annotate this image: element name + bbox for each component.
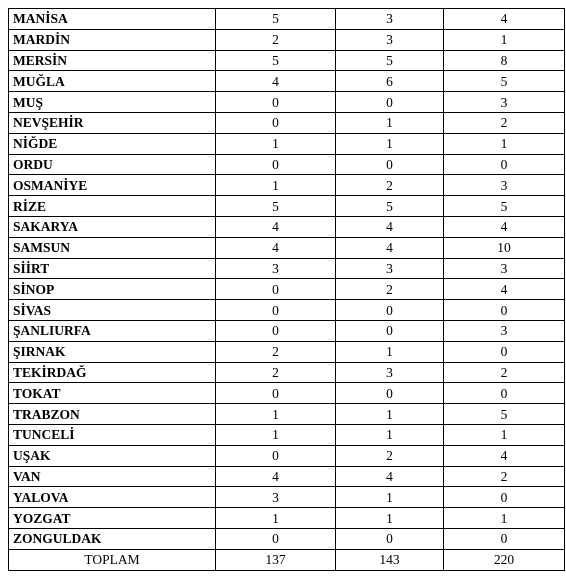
value-col-2: 4 [336,466,444,487]
value-col-2: 1 [336,424,444,445]
province-name: NEVŞEHİR [9,112,216,133]
table-row [9,528,565,549]
value-col-2: 0 [336,154,444,175]
value-col-3: 1 [444,424,565,445]
value-col-2: 5 [336,196,444,217]
value-col-3: 5 [444,404,565,425]
province-name: ŞIRNAK [9,341,216,362]
value-col-3: 2 [444,466,565,487]
value-col-2: 0 [336,300,444,321]
value-col-2: 4 [336,216,444,237]
table-row [9,341,565,362]
value-col-2: 1 [336,508,444,529]
value-col-1: 4 [216,216,336,237]
table-row [9,154,565,175]
value-col-2: 3 [336,362,444,383]
value-col-1: 1 [216,424,336,445]
value-col-2: 5 [336,50,444,71]
value-col-1: 5 [216,50,336,71]
value-col-1: 0 [216,154,336,175]
value-col-1: 2 [216,29,336,50]
table-body [9,9,565,571]
table-row [9,404,565,425]
value-col-2: 4 [336,237,444,258]
value-col-3: 5 [444,196,565,217]
value-col-1: 5 [216,196,336,217]
province-name: MERSİN [9,50,216,71]
value-col-1: 2 [216,362,336,383]
province-name: UŞAK [9,445,216,466]
value-col-3: 3 [444,92,565,113]
value-col-3: 4 [444,279,565,300]
table-row [9,362,565,383]
province-name: ORDU [9,154,216,175]
table-row [9,320,565,341]
value-col-3: 0 [444,154,565,175]
province-name: VAN [9,466,216,487]
province-name: ZONGULDAK [9,528,216,549]
province-name: TUNCELİ [9,424,216,445]
table-row [9,508,565,529]
value-col-3: 1 [444,508,565,529]
province-name: MUŞ [9,92,216,113]
value-col-1: 1 [216,133,336,154]
table-row [9,92,565,113]
value-col-3: 5 [444,71,565,92]
table-row [9,175,565,196]
value-col-1: 0 [216,528,336,549]
province-name: SAMSUN [9,237,216,258]
value-col-1: 1 [216,508,336,529]
value-col-1: 0 [216,300,336,321]
value-col-1: 4 [216,466,336,487]
value-col-3: 4 [444,216,565,237]
value-col-2: 0 [336,320,444,341]
table-row [9,50,565,71]
value-col-3: 0 [444,528,565,549]
province-name: MARDİN [9,29,216,50]
value-col-2: 2 [336,175,444,196]
value-col-3: 2 [444,362,565,383]
value-col-2: 0 [336,92,444,113]
table-row [9,112,565,133]
table-row [9,424,565,445]
value-col-1: 0 [216,112,336,133]
value-col-3: 2 [444,112,565,133]
value-col-1: 5 [216,9,336,30]
value-col-1: 1 [216,404,336,425]
province-name: NİĞDE [9,133,216,154]
table-row [9,258,565,279]
table-row [9,300,565,321]
province-name: TEKİRDAĞ [9,362,216,383]
value-col-1: 2 [216,341,336,362]
value-col-1: 4 [216,71,336,92]
value-col-2: 1 [336,112,444,133]
province-table [8,8,565,571]
value-col-1: 0 [216,279,336,300]
value-col-1: 3 [216,487,336,508]
table-row [9,466,565,487]
value-col-3: 1 [444,133,565,154]
value-col-2: 1 [336,487,444,508]
value-col-3: 4 [444,9,565,30]
table-row [9,216,565,237]
value-col-2: 3 [336,9,444,30]
value-col-1: 1 [216,175,336,196]
total-row [9,549,565,570]
province-name: SİVAS [9,300,216,321]
province-name: YOZGAT [9,508,216,529]
province-name: SİİRT [9,258,216,279]
value-col-3: 3 [444,175,565,196]
value-col-2: 1 [336,341,444,362]
value-col-1: 0 [216,383,336,404]
total-value-2: 143 [336,549,444,570]
value-col-2: 2 [336,279,444,300]
value-col-2: 0 [336,383,444,404]
table-row [9,9,565,30]
value-col-3: 0 [444,300,565,321]
province-name: YALOVA [9,487,216,508]
province-name: OSMANİYE [9,175,216,196]
value-col-3: 8 [444,50,565,71]
province-name: TRABZON [9,404,216,425]
value-col-2: 3 [336,29,444,50]
table-row [9,445,565,466]
table-row [9,133,565,154]
province-name: MANİSA [9,9,216,30]
province-name: RİZE [9,196,216,217]
table-row [9,71,565,92]
value-col-3: 4 [444,445,565,466]
value-col-1: 4 [216,237,336,258]
table-row [9,383,565,404]
table-row [9,279,565,300]
value-col-3: 0 [444,383,565,404]
value-col-2: 1 [336,404,444,425]
value-col-3: 10 [444,237,565,258]
value-col-1: 0 [216,92,336,113]
value-col-1: 3 [216,258,336,279]
value-col-3: 0 [444,487,565,508]
value-col-3: 0 [444,341,565,362]
province-name: MUĞLA [9,71,216,92]
table-row [9,237,565,258]
value-col-3: 3 [444,320,565,341]
value-col-3: 3 [444,258,565,279]
table-row [9,196,565,217]
table-row [9,29,565,50]
province-name: TOKAT [9,383,216,404]
value-col-2: 6 [336,71,444,92]
total-value-3: 220 [444,549,565,570]
value-col-2: 0 [336,528,444,549]
value-col-1: 0 [216,445,336,466]
value-col-2: 1 [336,133,444,154]
total-label: TOPLAM [9,549,216,570]
value-col-2: 3 [336,258,444,279]
value-col-2: 2 [336,445,444,466]
province-name: ŞANLIURFA [9,320,216,341]
total-value-1: 137 [216,549,336,570]
document-page [8,8,564,573]
province-name: SAKARYA [9,216,216,237]
province-name: SİNOP [9,279,216,300]
value-col-1: 0 [216,320,336,341]
value-col-3: 1 [444,29,565,50]
table-row [9,487,565,508]
